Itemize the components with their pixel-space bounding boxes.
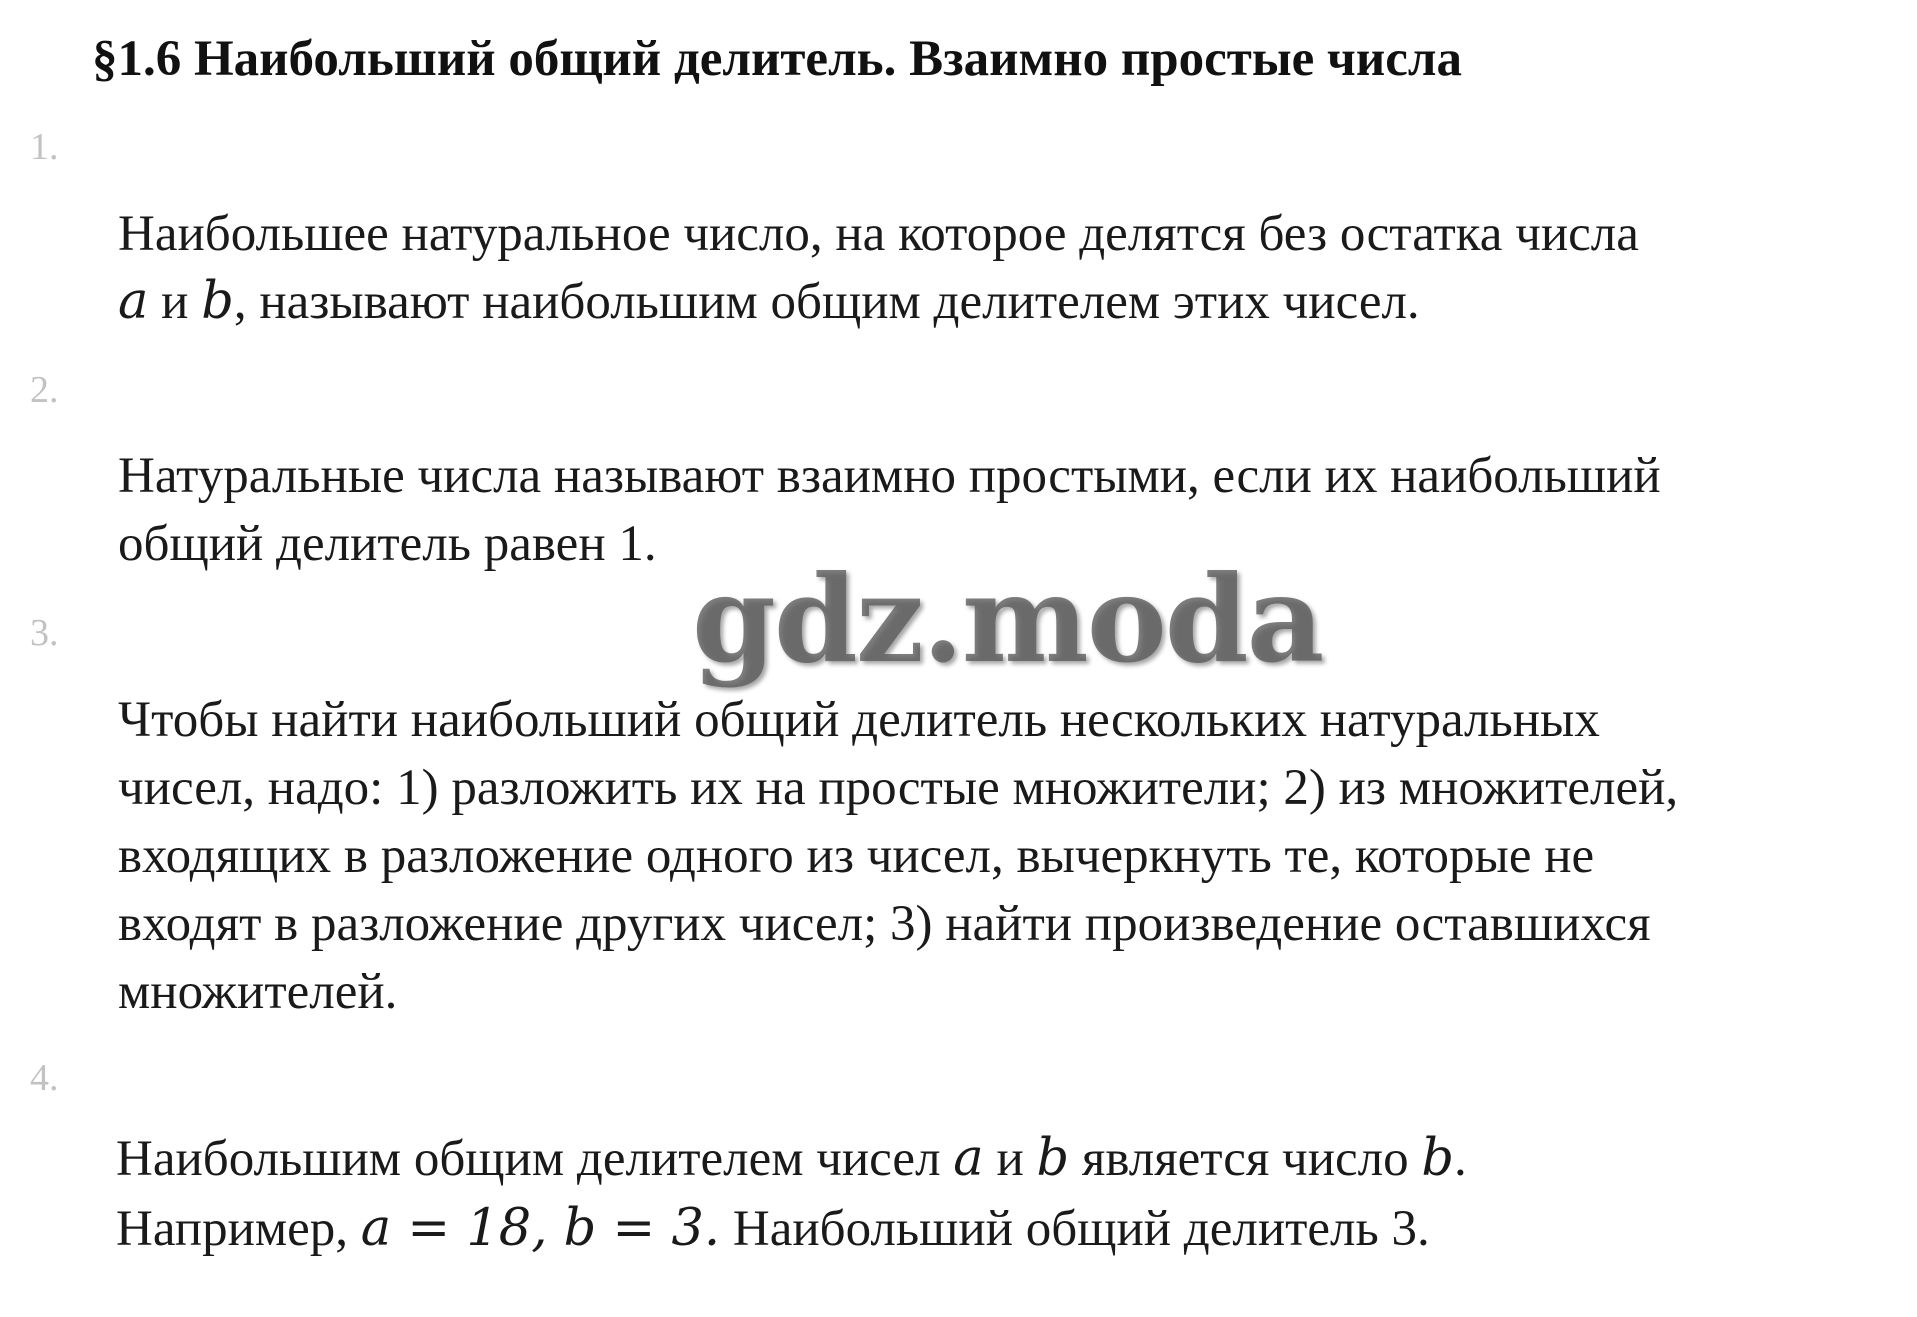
- item-number-4: 4.: [30, 1057, 59, 1099]
- gcd-algorithm-line-3: входящих в разложение одного из чисел, вычеркнуть те, которые не: [118, 828, 1595, 884]
- conjunction: и: [983, 1131, 1037, 1187]
- definition-gcd: [118, 200, 1639, 336]
- variable-b: b: [201, 272, 234, 331]
- gcd-algorithm-line-1: Чтобы найти наибольший общий делитель нескольких натуральных: [118, 692, 1600, 748]
- gcd-algorithm-line-4: входят в разложение других чисел; 3) найти произведение оставшихся: [118, 896, 1651, 952]
- definition-coprime-line-1: Натуральные числа называют взаимно простыми, если их наибольший: [118, 448, 1661, 504]
- example-label: Например,: [116, 1201, 361, 1257]
- gcd-algorithm-line-2: чисел, надо: 1) разложить их на простые множители; 2) из множителей,: [118, 760, 1679, 816]
- definition-gcd-line-2: [118, 268, 1639, 336]
- variable-b: b: [1421, 1129, 1454, 1188]
- answer-text-middle: является число: [1069, 1131, 1422, 1187]
- item-number-2: 2.: [30, 369, 59, 411]
- definition-coprime-line-2: общий делитель равен 1.: [118, 516, 657, 572]
- answer-text-start: Наибольшим общим делителем чисел: [116, 1131, 954, 1187]
- item-number-3: 3.: [30, 612, 59, 654]
- gcd-answer: [116, 1125, 1467, 1263]
- variable-b: b: [1036, 1129, 1070, 1188]
- variable-a: a: [118, 272, 149, 331]
- example-equation: a = 18, b = 3.: [360, 1199, 721, 1258]
- definition-gcd-line-1: Наибольшее натуральное число, на которое делятся без остатка числа: [118, 206, 1639, 262]
- gcd-algorithm-line-5: множителей.: [118, 964, 398, 1020]
- item-number-1: 1.: [30, 126, 59, 168]
- variable-a: a: [953, 1129, 984, 1188]
- gcd-example-line: [116, 1195, 1467, 1263]
- example-result: Наибольший общий делитель 3.: [720, 1201, 1430, 1257]
- watermark-logo: gdz.moda: [692, 549, 1323, 690]
- definition-gcd-rest: , называют наибольшим общим делителем этих чисел.: [233, 274, 1420, 330]
- gcd-algorithm: [118, 686, 1678, 1026]
- gcd-answer-line-1: [116, 1125, 1467, 1193]
- conjunction: и: [148, 274, 202, 330]
- page-title: §1.6 Наибольший общий делитель. Взаимно простые числа: [92, 31, 1462, 87]
- answer-period: .: [1454, 1131, 1467, 1187]
